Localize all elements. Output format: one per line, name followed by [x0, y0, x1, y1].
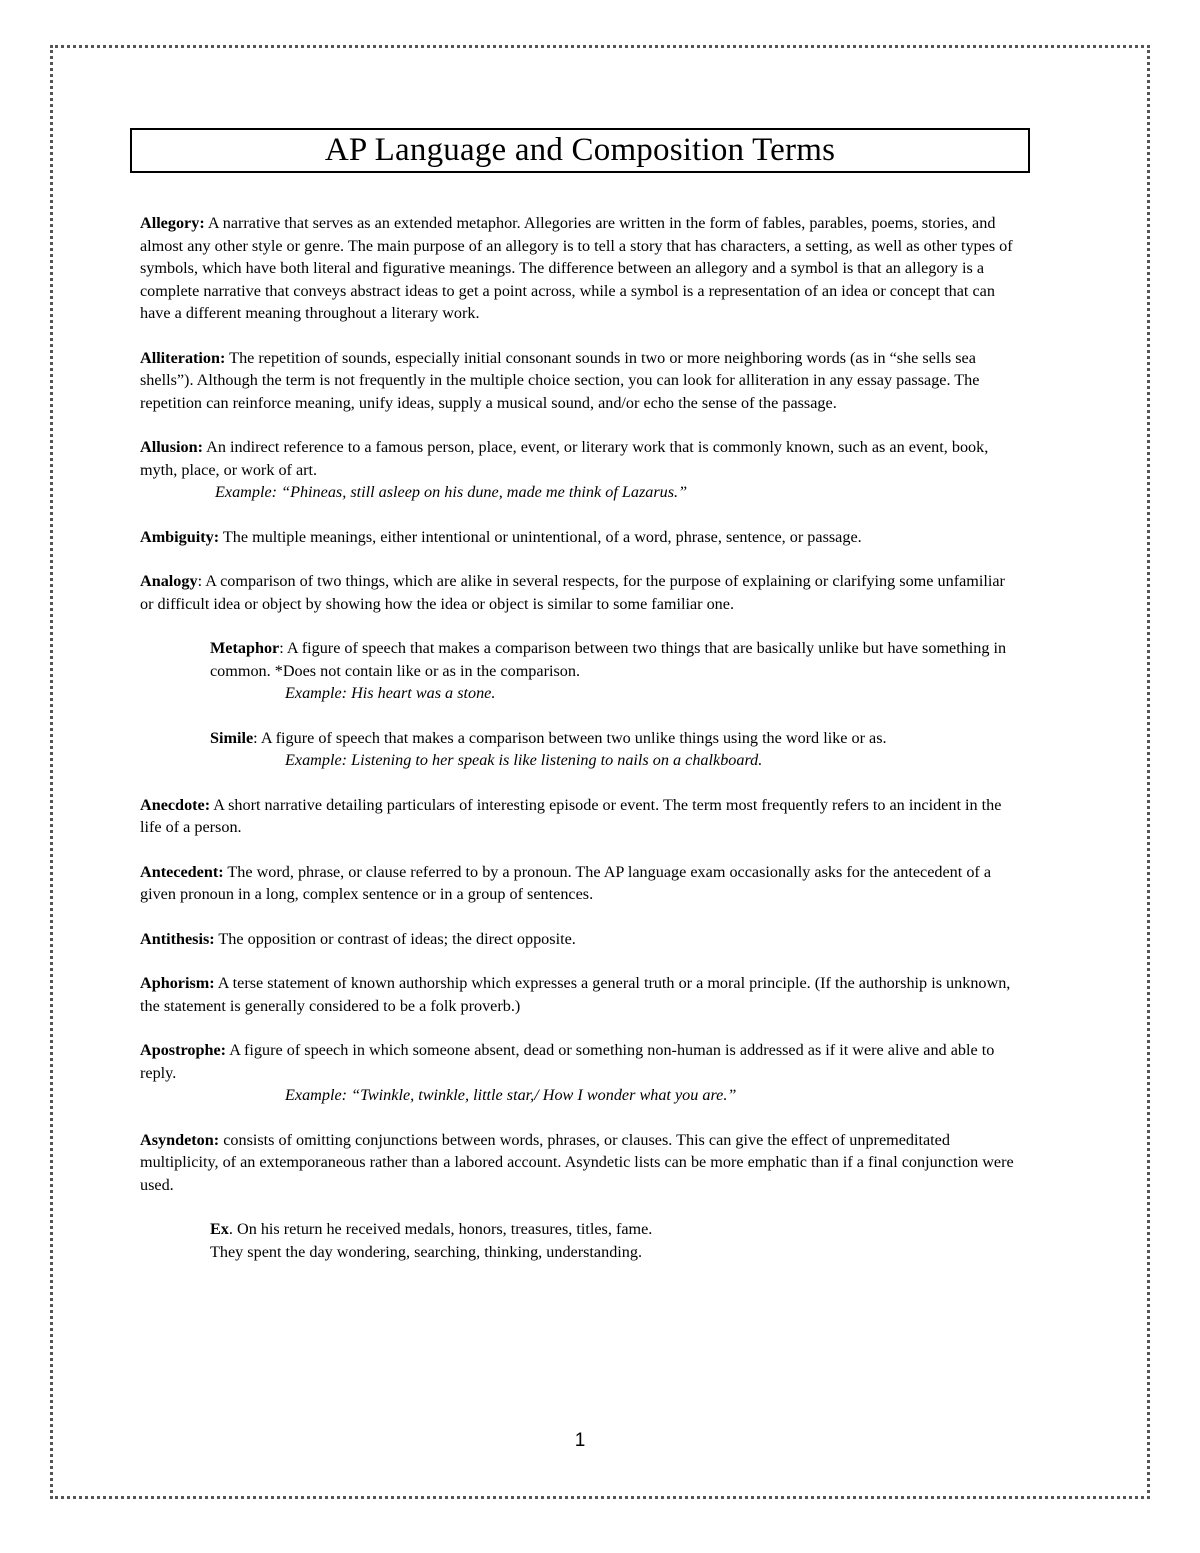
entry-ambiguity — [140, 526, 1020, 549]
entry-analogy — [140, 570, 1020, 615]
definition-apostrophe: A figure of speech in which someone absent, dead or something non-human is addressed as if it were alive and able to reply. — [140, 1041, 995, 1082]
example-metaphor: Example: His heart was a stone. — [285, 684, 496, 702]
entry-apostrophe — [140, 1039, 1020, 1107]
definition-aphorism: A terse statement of known authorship which expresses a general truth or a moral principle. (If the authorship is unknown, the statement is generally considered to be a folk proverb.) — [140, 974, 1011, 1015]
term-antecedent: Antecedent: — [140, 862, 224, 881]
term-allusion: Allusion: — [140, 438, 203, 456]
example-simile: Example: Listening to her speak is like listening to nails on a chalkboard. — [285, 751, 763, 769]
definition-metaphor: : A figure of speech that makes a comparison between two things that are basically unlike but have something in common. *Does not contain like or as in the comparison. — [210, 639, 1007, 680]
document-body — [140, 212, 1020, 1285]
definition-allusion: An indirect reference to a famous person, place, event, or literary work that is commonly known, such as an event, book, myth, place, or work of art. — [140, 438, 989, 479]
term-anecdote: Anecdote: — [140, 795, 211, 814]
page-number: 1 — [574, 1430, 586, 1451]
entry-antecedent — [140, 861, 1020, 906]
definition-antithesis: The opposition or contrast of ideas; the direct opposite. — [214, 929, 576, 948]
example-allusion: Example: “Phineas, still asleep on his dune, made me think of Lazarus.” — [215, 483, 688, 501]
definition-antecedent: The word, phrase, or clause referred to by a pronoun. The AP language exam occasionally asks for the antecedent of a given pronoun in a long, complex sentence or in a group of sentences. — [140, 862, 992, 903]
entry-asyndeton-example — [140, 1218, 1020, 1263]
term-asyndeton-ex: Ex — [210, 1220, 229, 1238]
page-title: AP Language and Composition Terms — [324, 132, 836, 168]
example-apostrophe: Example: “Twinkle, twinkle, little star,/ How I wonder what you are.” — [285, 1086, 737, 1104]
definition-asyndeton: consists of omitting conjunctions between words, phrases, or clauses. This can give the effect of unpremeditated multiplicity, of an extemporaneous rather than a labored account. Asyndetic lists can be more emphatic than if a final conjunction were used. — [140, 1130, 1014, 1194]
definition-ambiguity: The multiple meanings, either intentional or unintentional, of a word, phrase, sentence, or passage. — [219, 527, 862, 546]
definition-anecdote: A short narrative detailing particulars of interesting episode or event. The term most frequently refers to an incident in the life of a person. — [140, 795, 1002, 836]
term-apostrophe: Apostrophe: — [140, 1041, 227, 1059]
term-ambiguity: Ambiguity: — [140, 527, 220, 546]
entry-simile — [140, 727, 1020, 772]
title-box — [130, 128, 1030, 173]
definition-allegory: A narrative that serves as an extended metaphor. Allegories are written in the form of fables, parables, poems, stories, and almost any other style or genre. The main purpose of an allegory is to tell a story that has characters, a setting, as well as other types of symbols, which have both literal and figurative meanings. The difference between an allegory and a symbol is that an allegory is a complete narrative that conveys abstract ideas to get a point across, while a symbol is a representation of an idea or concept that can have a different meaning throughout a literary work. — [140, 214, 1013, 322]
entry-alliteration — [140, 347, 1020, 415]
entry-antithesis — [140, 928, 1020, 951]
term-alliteration: Alliteration: — [140, 348, 226, 367]
entry-asyndeton — [140, 1129, 1020, 1197]
term-analogy: Analogy — [140, 572, 198, 590]
entry-allegory — [140, 212, 1020, 325]
term-allegory: Allegory: — [140, 214, 205, 232]
definition-alliteration: The repetition of sounds, especially initial consonant sounds in two or more neighboring words (as in “she sells sea shells”). Although the term is not frequently in the multiple choice section, you can look for alliteration in any essay passage. The repetition can reinforce meaning, unify ideas, supply a musical sound, and/or echo the sense of the passage. — [140, 348, 980, 412]
term-aphorism: Aphorism: — [140, 974, 215, 992]
example-asyndeton-line-2: They spent the day wondering, searching, thinking, understanding. — [210, 1242, 643, 1261]
term-metaphor: Metaphor — [210, 639, 280, 657]
term-simile: Simile — [210, 728, 254, 747]
entry-aphorism — [140, 972, 1020, 1017]
entry-metaphor — [140, 637, 1020, 705]
definition-simile: : A figure of speech that makes a comparison between two unlike things using the word like or as. — [253, 728, 887, 747]
definition-analogy: : A comparison of two things, which are alike in several respects, for the purpose of explaining or clarifying some unfamiliar or difficult idea or object by showing how the idea or object is similar to some familiar one. — [140, 572, 1005, 613]
term-antithesis: Antithesis: — [140, 929, 215, 948]
entry-allusion — [140, 436, 1020, 504]
term-asyndeton: Asyndeton: — [140, 1130, 220, 1149]
entry-anecdote — [140, 794, 1020, 839]
example-asyndeton-line-1: . On his return he received medals, honors, treasures, titles, fame. — [228, 1220, 653, 1238]
